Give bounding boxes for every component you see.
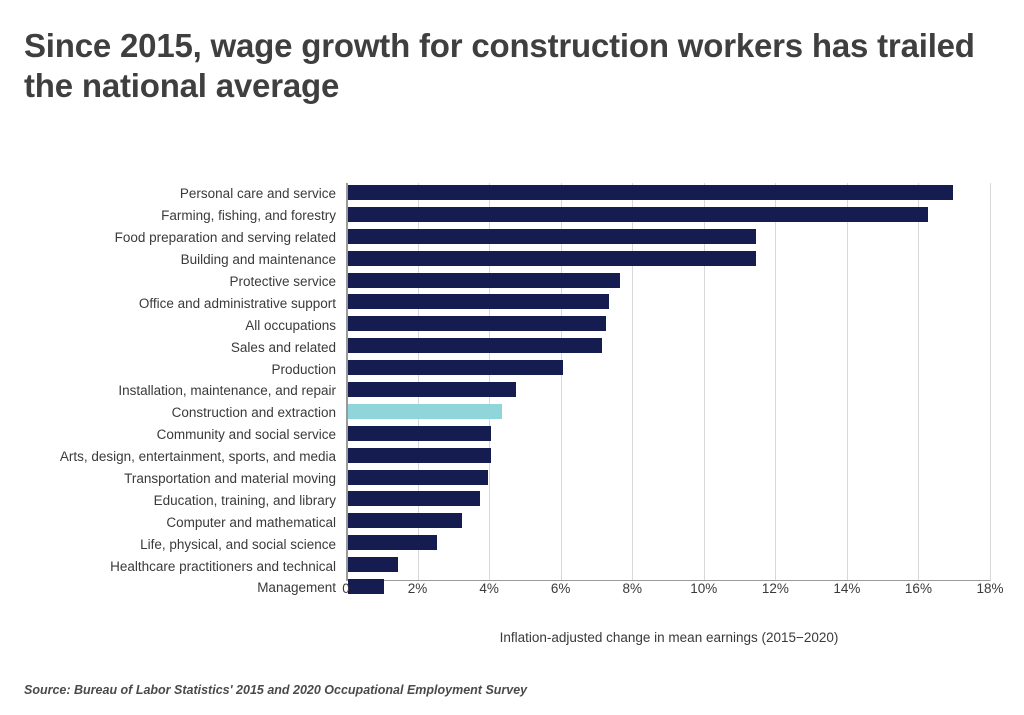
category-label: Life, physical, and social science [140,536,336,552]
bar-row [348,402,990,424]
x-tick-label: 16% [904,581,932,596]
category-label: Farming, fishing, and forestry [161,208,336,224]
bar-row [348,468,990,490]
category-label: Community and social service [156,427,336,443]
bar [348,251,756,266]
bar [348,229,756,244]
category-label: Arts, design, entertainment, sports, and media [59,449,336,465]
x-tick-label: 0 [342,581,350,596]
bar-row [348,380,990,402]
category-label: Protective service [229,274,336,289]
x-tick-label: 6% [550,581,571,596]
category-label: Sales and related [230,339,336,355]
gridline [990,183,991,581]
category-label: Installation, maintenance, and repair [118,383,336,399]
category-label: Education, training, and library [153,492,336,508]
x-tick-label: 2% [407,581,428,596]
category-label: Management [257,580,336,596]
x-tick-label: 10% [690,581,718,596]
category-label: Production [271,361,336,377]
bar-row [348,511,990,533]
category-label: Healthcare practitioners and technical [110,558,336,574]
category-axis-labels [0,183,341,596]
source-note: Source: Bureau of Labor Statistics' 2015 and 2020 Occupational Employment Survey [24,683,528,697]
bar-row [348,358,990,380]
bar-row [348,424,990,446]
bar-row [348,446,990,468]
x-tick-label: 8% [622,581,642,596]
bar-series [348,183,990,581]
plot-area [346,183,990,608]
bar-row [348,183,990,205]
x-axis-title: Inflation-adjusted change in mean earnings (2015−2020) [499,630,839,645]
bar [348,273,620,288]
chart-container [0,175,1024,645]
bar [348,491,480,506]
bar-row [348,533,990,555]
bar-row [348,227,990,249]
x-tick-label: 14% [833,581,861,596]
bar-row [348,271,990,293]
bar-row [348,336,990,358]
category-label: All occupations [245,317,336,333]
bar [348,294,609,309]
x-tick-label: 18% [976,581,1004,596]
x-tick-label: 4% [479,581,499,596]
bar [348,185,953,200]
bar [348,535,437,550]
bar-row [348,249,990,271]
category-label: Construction and extraction [171,405,336,421]
bar-row [348,489,990,511]
bar-row [348,314,990,336]
bar [348,426,491,441]
bar [348,404,502,419]
bar [348,557,398,572]
bar-row [348,292,990,314]
category-label: Food preparation and serving related [114,230,336,246]
x-tick-label: 12% [761,581,789,596]
bar [348,382,516,397]
page-title: Since 2015, wage growth for construction workers has trailed the national average [24,27,975,105]
category-label: Computer and mathematical [166,514,336,530]
category-label: Building and maintenance [180,252,336,268]
category-label: Personal care and service [179,186,336,202]
category-label: Transportation and material moving [124,471,336,487]
bar [348,513,462,528]
category-label: Office and administrative support [138,295,336,311]
bar [348,470,488,485]
bar [348,316,606,331]
bar [348,338,602,353]
bar-row [348,205,990,227]
bar [348,448,491,463]
bar [348,207,928,222]
bar-row [348,555,990,577]
bar [348,360,563,375]
x-axis-ticks [342,581,1004,603]
